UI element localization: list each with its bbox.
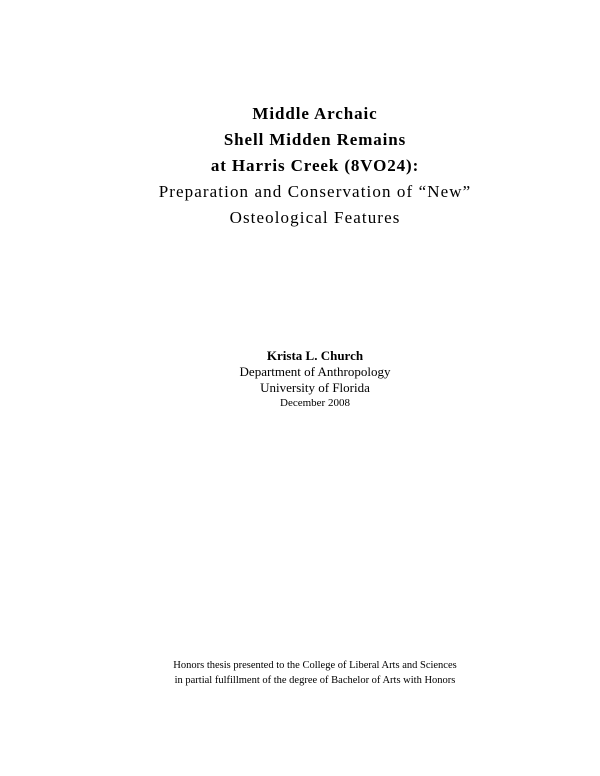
subtitle-line-1: Preparation and Conservation of “New” [158,182,472,201]
title-line-2: Shell Midden Remains [223,130,407,149]
author-block [0,348,600,411]
author-name: Krista L. Church [266,348,364,363]
footer-line-1: Honors thesis presented to the College of Liberal Arts and Sciences [173,660,457,671]
author-department: Department of Anthropology [239,364,391,379]
title-block [0,101,600,231]
subtitle-line-2: Osteological Features [229,208,401,227]
author-university: University of Florida [260,380,370,395]
footer-block [0,658,600,688]
author-date: December 2008 [280,397,350,409]
footer-line-2: in partial fulfillment of the degree of Bachelor of Arts with Honors [174,675,456,686]
title-line-3: at Harris Creek (8VO24): [210,156,420,175]
title-line-1: Middle Archaic [252,104,378,123]
